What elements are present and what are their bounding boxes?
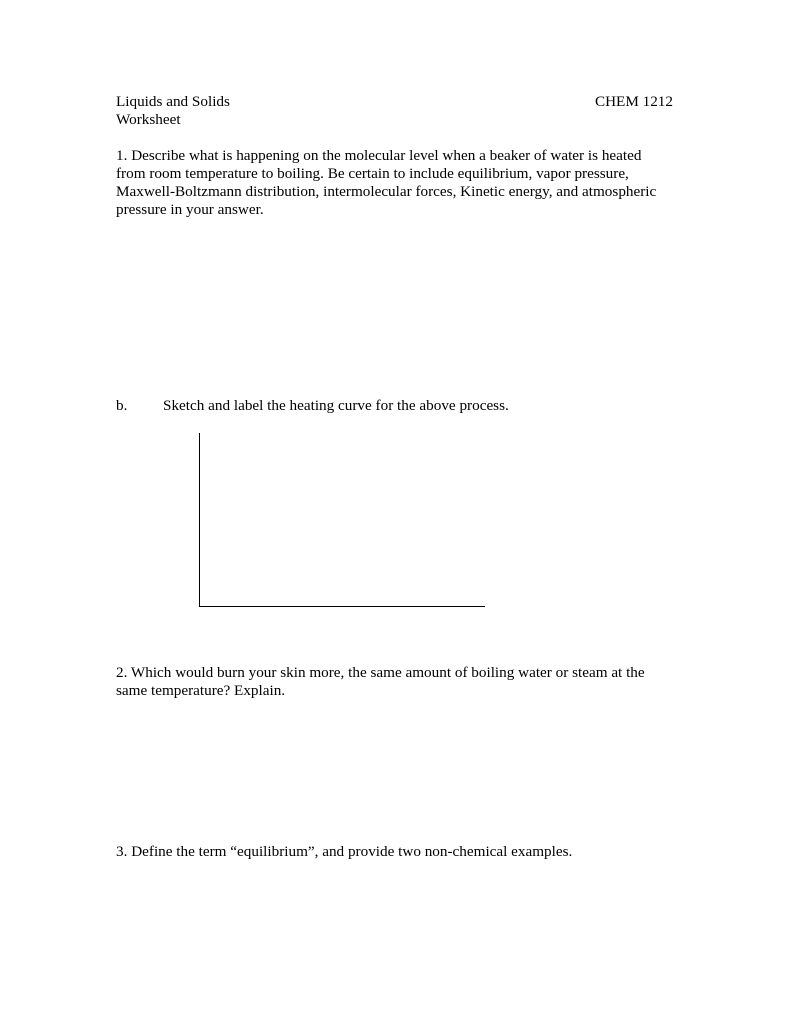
question-b-label: b.	[116, 397, 128, 414]
question-3: 3. Define the term “equilibrium”, and provide two non-chemical examples.	[116, 843, 573, 860]
question-1	[116, 147, 686, 219]
question-1-line-2: from room temperature to boiling. Be certain to include equilibrium, vapor pressure,	[116, 165, 629, 182]
question-2-line-1: 2. Which would burn your skin more, the same amount of boiling water or steam at the	[116, 664, 645, 681]
question-1-line-4: pressure in your answer.	[116, 201, 264, 218]
question-1-line-1: 1. Describe what is happening on the molecular level when a beaker of water is heated	[116, 147, 642, 164]
question-1-line-3: Maxwell-Boltzmann distribution, intermolecular forces, Kinetic energy, and atmospheric	[116, 183, 657, 200]
worksheet-subtitle: Worksheet	[116, 111, 181, 128]
question-b-text: Sketch and label the heating curve for the above process.	[163, 397, 509, 414]
question-2-line-2: same temperature? Explain.	[116, 682, 286, 699]
x-axis-line	[199, 606, 485, 607]
course-code: CHEM 1212	[594, 93, 673, 110]
question-2	[116, 664, 686, 700]
heating-curve-axes	[199, 433, 485, 607]
y-axis-line	[199, 433, 200, 607]
worksheet-title: Liquids and Solids	[116, 93, 230, 110]
